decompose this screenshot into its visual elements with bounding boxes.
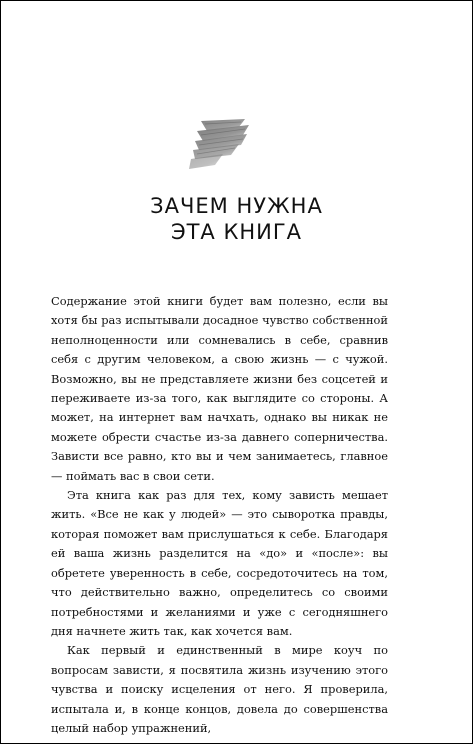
chapter-body xyxy=(51,292,388,738)
paragraph-3: Как первый и единственный в мире коуч по вопросам зависти, я посвятила жизнь изучению этого чувства и поиску исцеления от него. Я проверила, испытала и, в конце концов, довела до совершенства целый набор упражнений, xyxy=(51,643,388,735)
chapter-title-line-2: ЭТА КНИГА xyxy=(170,220,303,244)
paragraph-1: Содержание этой книги будет вам полезно, если вы хотя бы раз испытывали досадное чувство собственной неполноценности или сомневались в себе, сравнив себя с другим человеком, а свою жизнь — с чужой. Возможно, вы не представляете жизни без соцсетей и переживаете из-за того, как выглядите со стороны. А может, на интернет вам начхать, однако вы никак не можете обрести счастье из-за давнего соперничества. Зависти все равно, кто вы и чем занимаетесь, главное — поймать вас в свои сети. xyxy=(51,294,388,483)
chapter-title-line-1: ЗАЧЕМ НУЖНА xyxy=(150,194,323,218)
brush-stroke-ornament xyxy=(187,115,259,175)
paragraph-2: Эта книга как раз для тех, кому зависть мешает жить. «Все не как у людей» — это сыворотка правды, которая поможет вам прислушаться к себе. Благодаря ей ваша жизнь разделится на «до» и «после»: вы обретете уверенность в себе, сосредоточитесь на том, что действительно важно, определитесь со своими потребностями и желаниями и уже с сегодняшнего дня начнете жить так, как хочется вам. xyxy=(51,488,388,638)
chapter-title xyxy=(1,193,472,245)
